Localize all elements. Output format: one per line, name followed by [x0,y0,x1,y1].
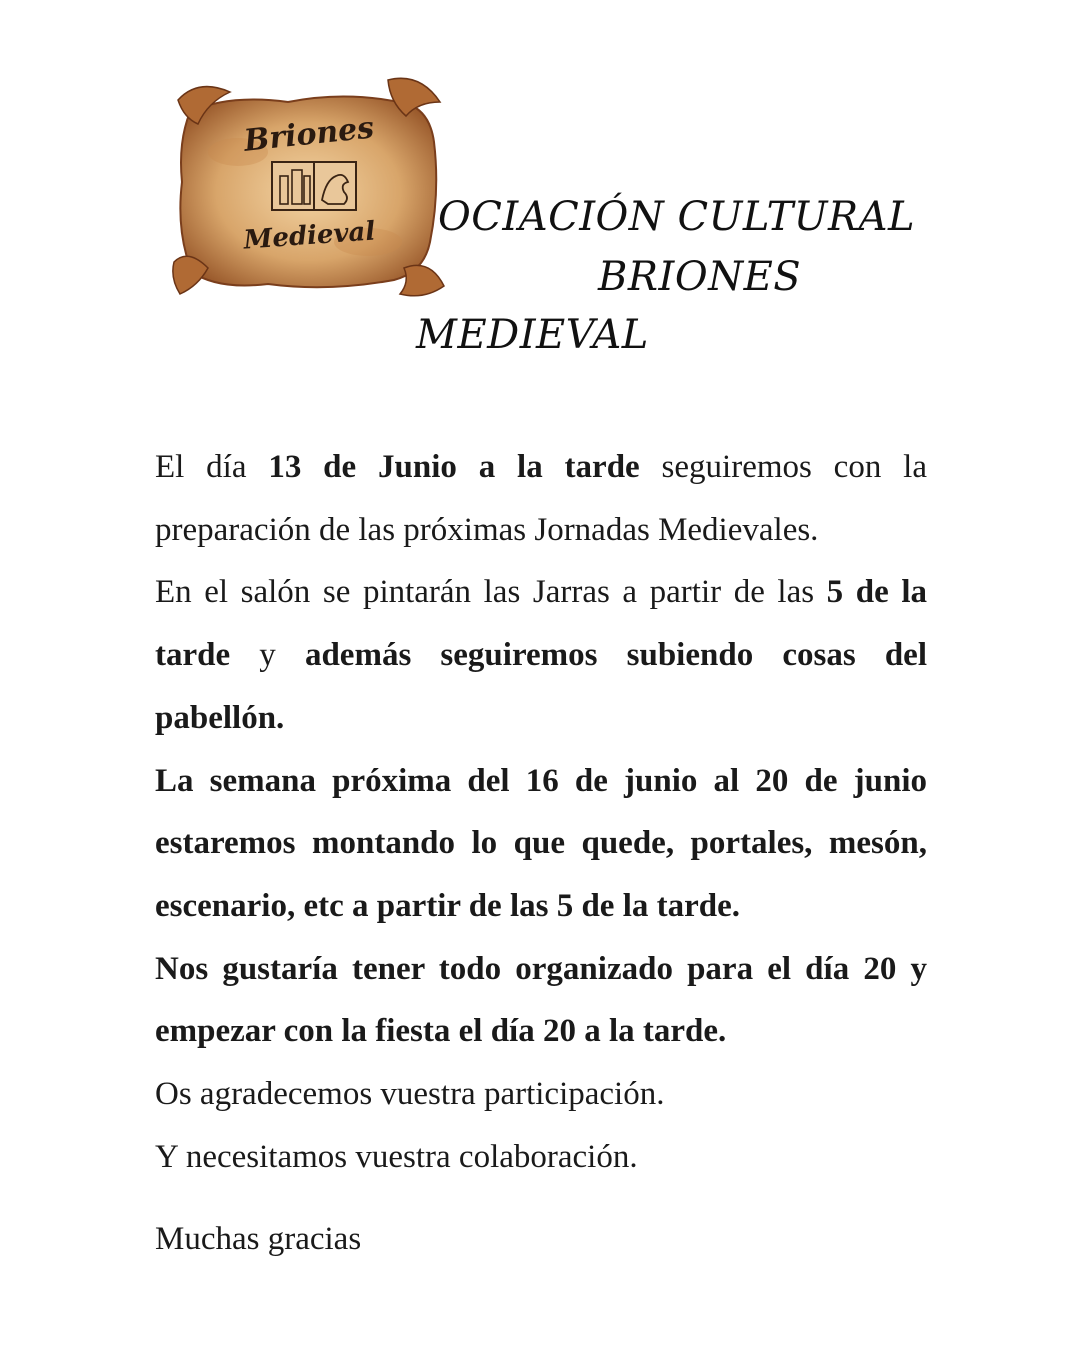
paragraph-salon: En el salón se pintarán las Jarras a partir de las 5 de la tarde y además seguiremos subiendo cosas del pabellón. [155,574,927,736]
paragraph-collaboration: Y necesitamos vuestra colaboración. [155,1138,638,1175]
paragraph-date: El día 13 de Junio a la tarde seguiremos con la preparación de las próximas Jornadas Medievales. [155,449,927,548]
closing-text: Muchas gracias [155,1221,362,1258]
pabellon-highlight: además seguiremos subiendo cosas del pabellón. [155,637,927,736]
notice-body [155,436,927,1271]
castle-lion-emblem [272,162,356,210]
paragraph-thanks-participation: Os agradecemos vuestra participación. [155,1076,665,1113]
logo-text-bottom: Medieval [242,216,377,256]
time-highlight: 5 de la tarde [155,574,927,674]
association-title-line-1: OCIACIÓN CULTURAL [438,194,916,240]
association-title-line-3: MEDIEVAL [416,312,649,358]
paragraph-next-week: La semana próxima del 16 de junio al 20 de junio estaremos montando lo que quede, portales, mesón, escenario, etc a partir de las 5 de la tarde. [155,762,927,924]
logo-text-top: Briones [242,110,376,159]
date-highlight: 13 de Junio a la tarde [268,449,640,485]
briones-medieval-logo [168,72,453,302]
association-title-line-2: BRIONES [598,254,802,300]
paragraph-organized: Nos gustaría tener todo organizado para el día 20 y empezar con la fiesta el día 20 a la tarde. [155,950,927,1050]
